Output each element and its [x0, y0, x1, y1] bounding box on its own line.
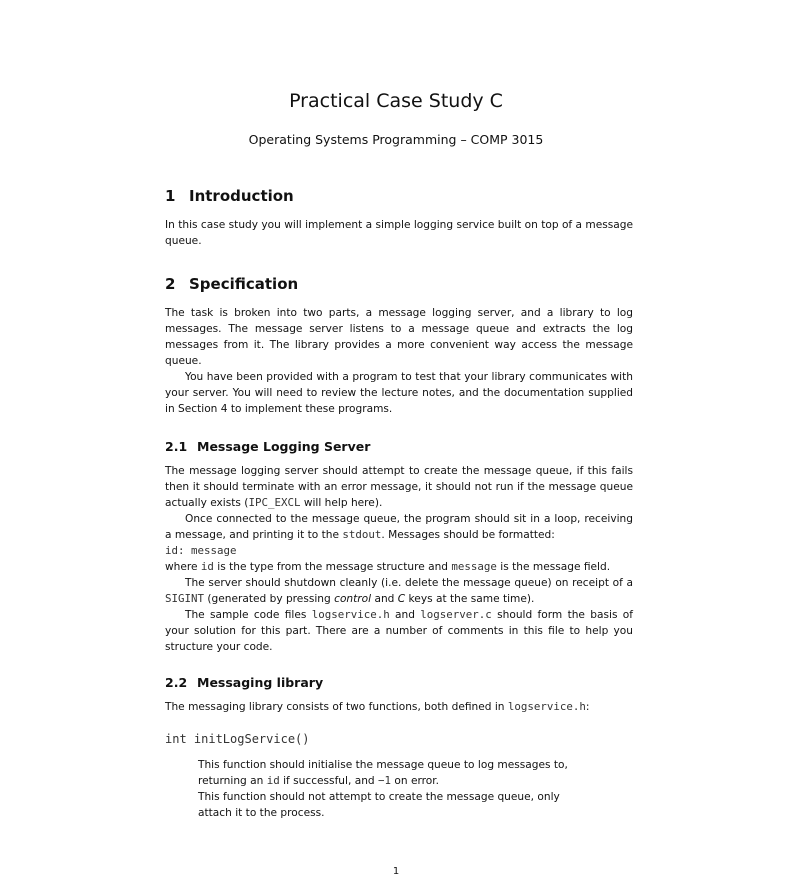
document-subtitle: Operating Systems Programming – COMP 3015 — [248, 132, 544, 147]
document-body — [165, 186, 633, 821]
server-paragraph-3 — [165, 559, 633, 575]
inline-code: SIGINT — [165, 592, 205, 605]
spec-paragraph-2: You have been provided with a program to test that your library communicates with your server. You will need to review the lecture notes, and the documentation supplied in Section 4 to implement these programs. — [165, 371, 633, 415]
subsection-title: Messaging library — [197, 675, 324, 690]
subsection-number: 2.1 — [165, 439, 188, 454]
subsection-heading-library — [165, 674, 633, 692]
subsection-title: Message Logging Server — [197, 439, 371, 454]
subsection-heading-server — [165, 438, 633, 456]
text-run: The sample code files — [185, 609, 312, 621]
section-heading-specification — [165, 274, 633, 294]
text-run: if successful, and — [279, 775, 379, 787]
section-title: Specification — [189, 275, 299, 293]
emphasis: control — [334, 593, 372, 605]
emphasis: C — [397, 593, 406, 605]
document-title: Practical Case Study C — [289, 90, 503, 112]
format-line: id: message — [165, 544, 237, 557]
server-paragraph-2 — [165, 511, 633, 543]
text-run: The message logging server should attempt to create the message queue, if this fails then it should terminate with an error message, it should not run if the message queue actually exists ( — [165, 465, 633, 509]
server-paragraph-1 — [165, 463, 633, 511]
text-run: is the message field. — [496, 561, 611, 573]
section-heading-introduction — [165, 186, 633, 206]
server-paragraph-5 — [165, 607, 633, 655]
text-run: on error. — [391, 775, 440, 787]
inline-code: logserver.c — [420, 608, 492, 621]
text-run: keys at the same time). — [405, 593, 535, 605]
text-run: is the type from the message structure and — [213, 561, 452, 573]
section-number: 2 — [165, 275, 176, 293]
function-description-2: This function should not attempt to create the message queue, only attach it to the process. — [198, 791, 560, 819]
inline-code: message — [451, 560, 497, 573]
text-run: should form the basis of your solution for this part. There are a number of comments in this file to help you structure your code. — [165, 609, 633, 653]
inline-code: id — [200, 560, 214, 573]
text-run: Once connected to the message queue, the program should sit in a loop, receiving a message, and printing it to the — [165, 513, 633, 541]
text-run: . Messages should be formatted: — [381, 529, 555, 541]
library-paragraph-1 — [165, 699, 633, 715]
text-run: where — [165, 561, 201, 573]
text-run: : — [585, 701, 590, 713]
text-run: and — [389, 609, 421, 621]
function-description — [198, 757, 593, 821]
page-number: 1 — [392, 866, 400, 877]
subsection-number: 2.2 — [165, 675, 188, 690]
inline-code: logservice.h — [311, 608, 390, 621]
text-run: and — [371, 593, 398, 605]
inline-code: stdout — [342, 528, 382, 541]
section-number: 1 — [165, 187, 176, 205]
text-run: The server should shutdown cleanly (i.e. delete the message queue) on receipt of a — [185, 577, 633, 589]
inline-code: −1 — [378, 774, 392, 787]
function-description-1 — [198, 757, 593, 789]
function-signature: int initLogService() — [165, 732, 310, 746]
text-run: will help here). — [300, 497, 383, 509]
inline-code: IPC_EXCL — [248, 496, 301, 509]
section-title: Introduction — [189, 187, 294, 205]
server-paragraph-4 — [165, 575, 633, 607]
text-run: (generated by pressing — [204, 593, 335, 605]
inline-code: logservice.h — [507, 700, 586, 713]
inline-code: id — [266, 774, 280, 787]
spec-paragraph-1: The task is broken into two parts, a message logging server, and a library to log messages. The message server listens to a message queue and extracts the log messages from it. The library provides a more convenient way access the message queue. — [165, 307, 633, 367]
intro-paragraph: In this case study you will implement a simple logging service built on top of a message queue. — [165, 219, 633, 247]
text-run: The messaging library consists of two functions, both defined in — [165, 701, 508, 713]
text-run: This function should initialise the message queue to log messages to, returning an — [198, 759, 568, 787]
